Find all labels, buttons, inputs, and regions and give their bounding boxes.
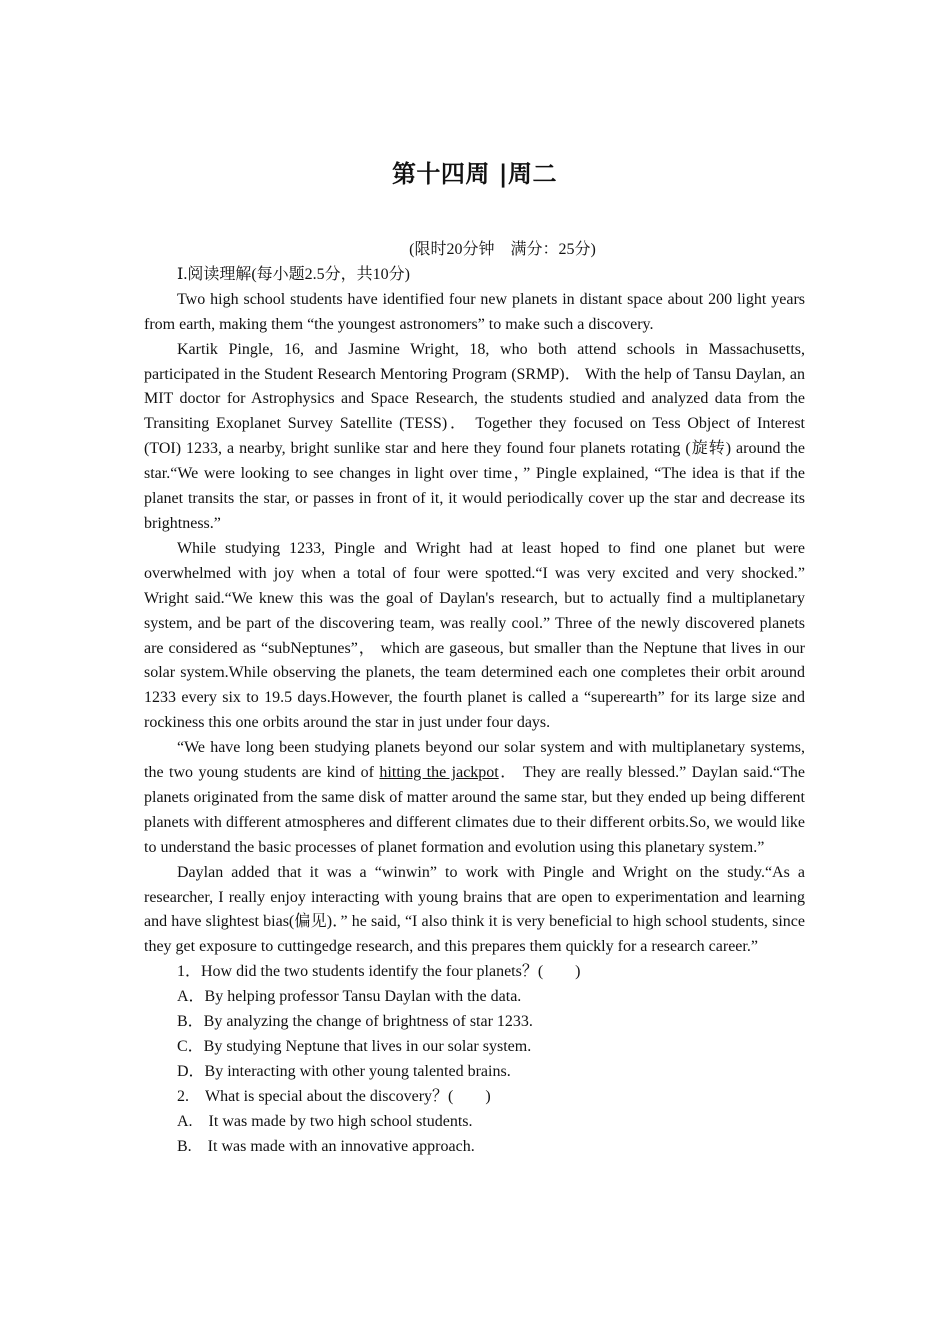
question-1-option-c: C．By studying Neptune that lives in our solar system. — [177, 1038, 532, 1055]
paragraph-4-text-end: ． They are really blessed.” Daylan said.“The planets originated from the same disk of matter around the same star, but they ended up being different planets with different atmospheres and different climates due to their different orbits.So, we would like to understand the basic processes of planet formation and evolution using this planetary system.” — [144, 764, 806, 856]
underlined-phrase: hitting the jackpot — [379, 764, 499, 782]
question-1-option-d: D．By interacting with other young talented brains. — [177, 1062, 511, 1080]
question-1-stem: 1．How did the two students identify the four planets？( ) — [177, 963, 581, 981]
question-2-option-b: B. It was made with an innovative approach. — [177, 1137, 475, 1155]
question-2-option-a: A. It was made by two high school students. — [177, 1112, 473, 1130]
page-title: 第十四周 |周二 — [391, 160, 558, 188]
passage-paragraph-3: While studying 1233, Pingle and Wright had at least hoped to find one planet but were overwhelmed with joy when a total of four were spotted.“I was very excited and very shocked.” Wright said.“We knew this was the goal of Daylan's research, but to actually find a multiplanetary system, and be part of the discovering team, was really cool.” Three of the newly discovered planets are considered as “subNeptunes”， which are gaseous, but smaller than the Neptune that lives in our solar system.While observing the planets, the team determined each one completes their orbit around 1233 every six to 19.5 days.However, the fourth planet is called a “superearth” for its large size and rockiness this one orbits around the star in just under four days. — [144, 539, 805, 732]
question-1-option-a: A．By helping professor Tansu Daylan with the data. — [177, 988, 522, 1006]
time-limit: (限时20分钟 满分：25分) — [409, 241, 596, 258]
question-2-stem: 2. What is special about the discovery？( ) — [177, 1087, 491, 1105]
content-body — [144, 238, 805, 1160]
passage-paragraph-2: Kartik Pingle, 16, and Jasmine Wright, 18, who both attend schools in Massachusetts, participated in the Student Research Mentoring Program (SRMP)． With the help of Tansu Daylan, an MIT doctor for Astrophysics and Space Research, the students studied and analyzed data from the Transiting Exoplanet Survey Satellite (TESS)． Together they focused on Tess Object of Interest (TOI) 1233, a nearby, bright sunlike star and here they found four planets rotating (旋转) around the star.“We were looking to see changes in light over time，” Pingle explained, “The idea is that if the planet transits the star, or passes in front of it, it would periodically cover up the star and decrease its brightness.” — [144, 340, 805, 532]
passage-paragraph-1: Two high school students have identified four new planets in distant space about 200 light years from earth, making them “the youngest astronomers” to make such a discovery. — [144, 290, 805, 333]
passage-paragraph-5: Daylan added that it was a “winwin” to work with Pingle and Wright on the study.“As a researcher, I really enjoy interacting with young brains that are open to experimentation and learning and have slightest bias(偏见)．” he said, “I also think it is very beneficial to high school students, since they get exposure to cuttingedge research, and this prepares them quickly for a research career.” — [144, 863, 805, 956]
section-heading: Ⅰ.阅读理解(每小题2.5分，共10分) — [177, 265, 410, 283]
paragraph-4-text-start: “We have long been studying planets beyond our solar system and with multiplanetary systems, the two young students are kind of — [144, 739, 805, 782]
passage-paragraph-4 — [144, 736, 805, 861]
question-1-option-b: B．By analyzing the change of brightness of star 1233. — [177, 1013, 533, 1031]
